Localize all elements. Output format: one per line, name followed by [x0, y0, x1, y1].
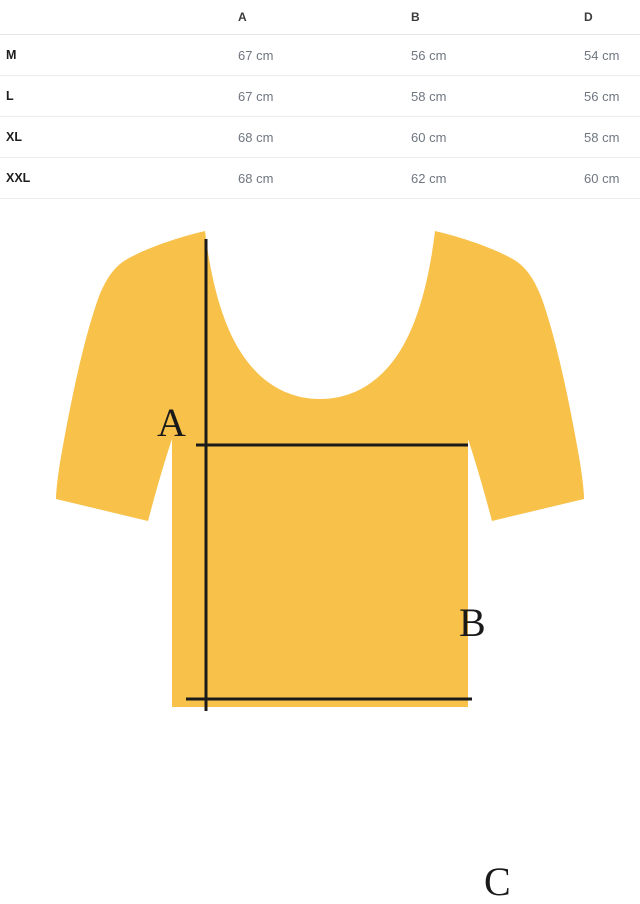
column-header-d: D: [584, 0, 640, 35]
size-table-header: [0, 0, 640, 35]
table-header-row: [0, 0, 640, 35]
garment-measurement-diagram: [0, 199, 640, 904]
cell-a: 68 cm: [238, 158, 411, 199]
cell-a: 67 cm: [238, 35, 411, 76]
garment-svg: [0, 199, 640, 735]
cell-size: L: [0, 76, 238, 117]
table-row: [0, 117, 640, 158]
cell-d: 60 cm: [584, 158, 640, 199]
diagram-label-c: C: [484, 859, 511, 904]
cell-d: 58 cm: [584, 117, 640, 158]
cell-size: M: [0, 35, 238, 76]
cell-a: 67 cm: [238, 76, 411, 117]
diagram-label-b: B: [459, 600, 486, 645]
cell-d: 56 cm: [584, 76, 640, 117]
table-row: [0, 76, 640, 117]
column-header-a: A: [238, 0, 411, 35]
cell-b: 56 cm: [411, 35, 584, 76]
cell-size: XL: [0, 117, 238, 158]
column-header-size: [0, 0, 238, 35]
cell-b: 60 cm: [411, 117, 584, 158]
diagram-label-a: A: [157, 400, 186, 445]
table-row: [0, 158, 640, 199]
cell-d: 54 cm: [584, 35, 640, 76]
cell-a: 68 cm: [238, 117, 411, 158]
size-table: [0, 0, 640, 199]
cell-size: XXL: [0, 158, 238, 199]
cell-b: 58 cm: [411, 76, 584, 117]
column-header-b: B: [411, 0, 584, 35]
garment-shape: [56, 231, 584, 707]
cell-b: 62 cm: [411, 158, 584, 199]
table-row: [0, 35, 640, 76]
size-table-body: [0, 35, 640, 199]
